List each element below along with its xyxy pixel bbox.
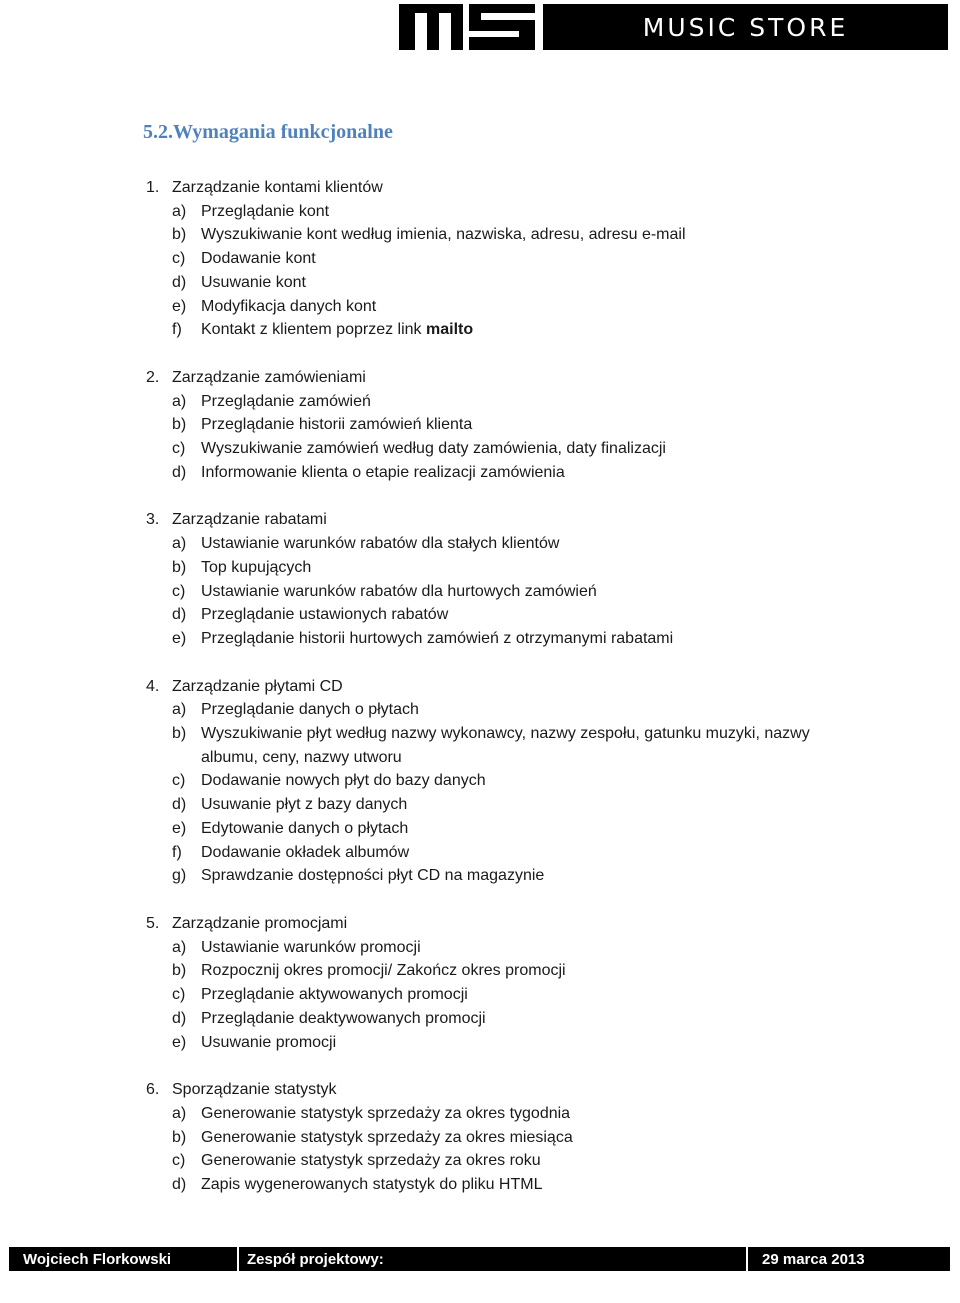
requirement-group: [146, 176, 846, 342]
list-item-text: Edytowanie danych o płytach: [201, 819, 409, 837]
list-item-text-wrap: [201, 1149, 846, 1173]
requirement-number: 2.: [146, 368, 160, 386]
list-item: [146, 295, 846, 319]
list-item-text: Generowanie statystyk sprzedaży za okres tygodnia: [201, 1104, 571, 1122]
list-item: [146, 1102, 846, 1126]
list-item-text: Usuwanie kont: [201, 273, 306, 291]
list-item: [146, 698, 846, 722]
list-item-text-wrap: [201, 983, 846, 1007]
list-item-text-wrap: [201, 936, 846, 960]
list-item: [146, 1007, 846, 1031]
requirement-number: 1.: [146, 179, 160, 196]
requirement-heading: [146, 508, 846, 532]
list-item-text-wrap: [201, 864, 846, 888]
list-item: [146, 627, 846, 651]
list-item: [146, 390, 846, 414]
list-item: [146, 1126, 846, 1150]
list-item-letter: b): [172, 725, 187, 743]
list-item-text: Przeglądanie kont: [201, 202, 330, 220]
list-item: [146, 983, 846, 1007]
list-item-letter: c): [172, 772, 186, 790]
list-item-letter: b): [172, 558, 187, 576]
list-item-text-wrap: [201, 437, 846, 461]
list-item-text-wrap: [201, 817, 846, 841]
list-item-letter: a): [172, 938, 187, 956]
list-item-letter: f): [172, 321, 182, 339]
list-item: [146, 959, 846, 983]
list-item-text-wrap: [201, 1173, 846, 1197]
list-item-text: Wyszukiwanie płyt według nazwy wykonawcy, nazwy zespołu, gatunku muzyki, nazwy albumu, ceny, nazwy utworu: [201, 725, 810, 766]
list-item-text: Wyszukiwanie zamówień według daty zamówienia, daty finalizacji: [201, 440, 666, 458]
list-item-letter: b): [172, 416, 187, 434]
requirement-title: Sporządzanie statystyk: [172, 1081, 337, 1099]
list-item-text: Informowanie klienta o etapie realizacji zamówienia: [201, 463, 565, 481]
list-item-text-wrap: [201, 769, 846, 793]
requirement-group: [146, 912, 846, 1054]
footer-date: 29 marca 2013: [762, 1250, 865, 1268]
list-item-text-wrap: [201, 841, 846, 865]
list-item-letter: b): [172, 1128, 187, 1146]
list-item-text-wrap: [201, 603, 846, 627]
list-item-text-wrap: [201, 295, 846, 319]
list-item-text-wrap: [201, 318, 846, 342]
list-item-text: Przeglądanie historii hurtowych zamówień z otrzymanymi rabatami: [201, 629, 674, 647]
list-item-letter: e): [172, 629, 187, 647]
list-item-letter: d): [172, 1176, 187, 1194]
list-item-letter: f): [172, 843, 182, 861]
section-title: 5.2.Wymagania funkcjonalne: [143, 121, 393, 143]
list-item-text-wrap: [201, 271, 846, 295]
requirement-heading: [146, 675, 846, 699]
ms-logo-mark-icon: [399, 4, 535, 50]
list-item: [146, 936, 846, 960]
list-item-text-wrap: [201, 223, 846, 247]
list-item-text: Usuwanie płyt z bazy danych: [201, 796, 408, 814]
requirement-group: [146, 508, 846, 650]
list-item-text-wrap: [201, 1102, 846, 1126]
requirement-group: [146, 1078, 846, 1197]
requirement-group: [146, 675, 846, 888]
footer-author: Wojciech Florkowski: [9, 1247, 239, 1271]
footer-team-label: Zespół projektowy:: [239, 1247, 748, 1271]
list-item: [146, 864, 846, 888]
list-item-text-wrap: [201, 1126, 846, 1150]
list-item-text-wrap: [201, 722, 846, 769]
list-item: [146, 437, 846, 461]
list-item-text-wrap: [201, 200, 846, 224]
list-item-text-wrap: [201, 461, 846, 485]
list-item-letter: b): [172, 962, 187, 980]
list-item-text-wrap: [201, 1031, 846, 1055]
requirement-number: 3.: [146, 511, 160, 529]
list-item-text-wrap: [201, 627, 846, 651]
requirement-title: Zarządzanie promocjami: [172, 914, 348, 932]
list-item: [146, 532, 846, 556]
list-item: [146, 200, 846, 224]
list-item-letter: d): [172, 463, 187, 481]
requirement-number: 6.: [146, 1081, 160, 1099]
list-item-text-wrap: [201, 390, 846, 414]
list-item-letter: d): [172, 273, 187, 291]
list-item-text-wrap: [201, 247, 846, 271]
list-item-letter: d): [172, 1009, 187, 1027]
requirement-heading: [146, 912, 846, 936]
list-item-text: Dodawanie kont: [201, 250, 316, 268]
list-item-text-wrap: [201, 556, 846, 580]
list-item-text: Przeglądanie ustawionych rabatów: [201, 606, 449, 624]
list-item: [146, 1149, 846, 1173]
page-footer: [9, 1247, 950, 1271]
list-item-letter: a): [172, 392, 187, 410]
list-item-text: Zapis wygenerowanych statystyk do pliku HTML: [201, 1176, 543, 1194]
list-item-letter: a): [172, 701, 187, 719]
list-item: [146, 817, 846, 841]
list-item: [146, 413, 846, 437]
list-item-letter: a): [172, 1104, 187, 1122]
list-item-text: Przeglądanie deaktywowanych promocji: [201, 1009, 486, 1027]
list-item-text: Sprawdzanie dostępności płyt CD na magazynie: [201, 867, 545, 885]
list-item: [146, 769, 846, 793]
list-item-text-wrap: [201, 413, 846, 437]
list-item: [146, 841, 846, 865]
list-item: [146, 603, 846, 627]
list-item: [146, 461, 846, 485]
requirement-group: [146, 366, 846, 485]
list-item: [146, 271, 846, 295]
list-item: [146, 247, 846, 271]
list-item-text: Ustawianie warunków rabatów dla stałych klientów: [201, 535, 560, 553]
list-item-text: Przeglądanie historii zamówień klienta: [201, 416, 473, 434]
list-item-text-wrap: [201, 793, 846, 817]
list-item-letter: e): [172, 297, 187, 315]
list-item-letter: a): [172, 202, 187, 220]
list-item-letter: c): [172, 250, 186, 268]
requirement-heading: [146, 176, 846, 200]
requirement-number: 5.: [146, 914, 160, 932]
list-item-text-wrap: [201, 698, 846, 722]
list-item-text: Generowanie statystyk sprzedaży za okres miesiąca: [201, 1128, 573, 1146]
list-item: [146, 1173, 846, 1197]
list-item-text: Modyfikacja danych kont: [201, 297, 377, 315]
list-item: [146, 1031, 846, 1055]
list-item-text-wrap: [201, 1007, 846, 1031]
logo-text: MUSIC STORE: [543, 4, 948, 50]
list-item-text-wrap: [201, 959, 846, 983]
list-item: [146, 556, 846, 580]
list-item-text: Przeglądanie zamówień: [201, 392, 371, 410]
list-item-text: Przeglądanie danych o płytach: [201, 701, 419, 719]
list-item-text: Ustawianie warunków promocji: [201, 938, 421, 956]
list-item-text-wrap: [201, 580, 846, 604]
requirement-heading: [146, 1078, 846, 1102]
requirement-number: 4.: [146, 677, 160, 695]
list-item-letter: d): [172, 796, 187, 814]
list-item-letter: c): [172, 582, 186, 600]
list-item-text: Top kupujących: [201, 558, 312, 576]
requirement-title: Zarządzanie rabatami: [172, 511, 327, 529]
list-item-text: Przeglądanie aktywowanych promocji: [201, 986, 468, 1004]
list-item-text: Generowanie statystyk sprzedaży za okres roku: [201, 1152, 541, 1170]
requirement-title: Zarządzanie zamówieniami: [172, 368, 366, 386]
requirement-title: Zarządzanie kontami klientów: [172, 179, 383, 196]
list-item-letter: b): [172, 226, 187, 244]
requirement-heading: [146, 366, 846, 390]
list-item: [146, 580, 846, 604]
list-item-letter: c): [172, 440, 186, 458]
list-item-letter: a): [172, 535, 187, 553]
list-item-text-wrap: [201, 532, 846, 556]
list-item-text: Usuwanie promocji: [201, 1033, 337, 1051]
list-item-letter: d): [172, 606, 187, 624]
list-item: [146, 318, 846, 342]
list-item: [146, 223, 846, 247]
list-item-text: Wyszukiwanie kont według imienia, nazwiska, adresu, adresu e-mail: [201, 226, 686, 244]
list-item-text: Kontakt z klientem poprzez link: [201, 321, 426, 339]
list-item-text: Ustawianie warunków rabatów dla hurtowych zamówień: [201, 582, 597, 600]
list-item: [146, 722, 846, 769]
music-store-logo: [399, 4, 948, 50]
list-item-letter: e): [172, 1033, 187, 1051]
list-item: [146, 793, 846, 817]
list-item-text: Rozpocznij okres promocji/ Zakończ okres promocji: [201, 962, 566, 980]
list-item-letter: e): [172, 819, 187, 837]
requirement-title: Zarządzanie płytami CD: [172, 677, 343, 695]
list-item-bold-text: mailto: [426, 321, 474, 339]
list-item-letter: c): [172, 1152, 186, 1170]
list-item-letter: g): [172, 867, 187, 885]
requirements-list: [146, 176, 846, 1221]
list-item-letter: c): [172, 986, 186, 1004]
list-item-text: Dodawanie okładek albumów: [201, 843, 410, 861]
list-item-text: Dodawanie nowych płyt do bazy danych: [201, 772, 486, 790]
